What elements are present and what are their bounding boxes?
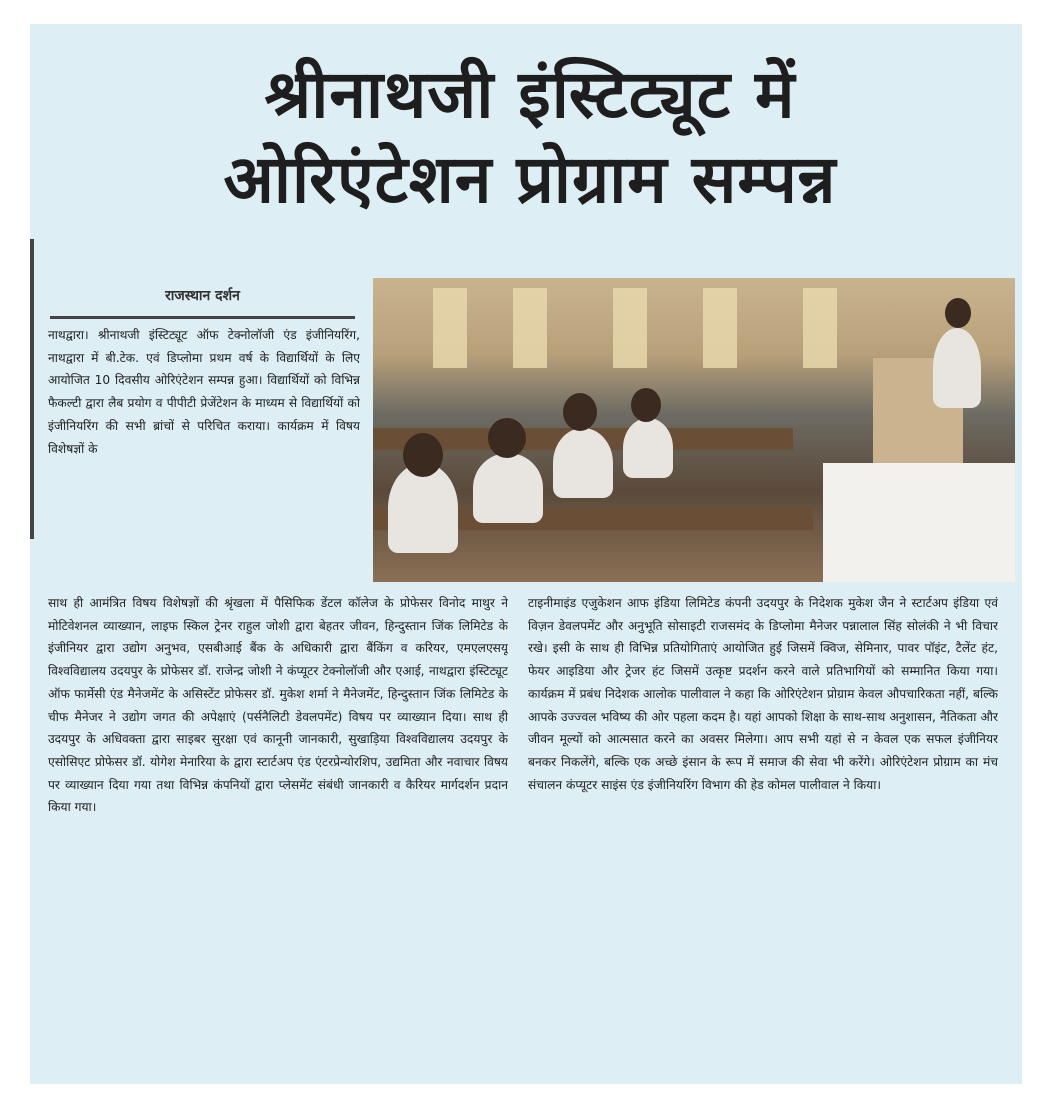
front-table bbox=[823, 463, 1015, 582]
speaker-head bbox=[945, 298, 971, 328]
window-5 bbox=[803, 288, 837, 368]
window-2 bbox=[513, 288, 547, 368]
article-text-3: टाइनीमाइंड एजुकेशन आफ इंडिया लिमिटेड कंपनी उदयपुर के निदेशक मुकेश जैन ने स्टार्टअप इंडिया एवं विज़न डेवलपमेंट और अनुभूति सोसाइटी राजसमंद के डिप्लोमा मैनेजर पन्नालाल सिंह सोलंकी ने भी विचार रखे। इसी के साथ ही विभिन्न प्रतियोगिताएं आयोजित हुई जिसमें क्विज, सेमिनार, पावर पॉइंट, टैलेंट हंट, फेयर आइडिया और ट्रेजर हंट जिसमें उत्कृष्ट प्रदर्शन करने वाले प्रतिभागियों को सम्मानित किया गया। कार्यक्रम में प्रबंध निदेशक आलोक पालीवाल ने कहा कि ओरिएंटेशन प्रोग्राम केवल औपचारिकता नहीं, बल्कि आपके उज्ज्वल भविष्य की ओर पहला कदम है। यहां आपको शिक्षा के साथ-साथ अनुशासन, नैतिकता और जीवन मूल्यों को आत्मसात करने का अवसर मिलेगा। आप सभी यहां से न केवल एक सफल इंजीनियर बनकर निकलेंगे, बल्कि एक अच्छे इंसान के रूप में समाज की सेवा भी करेंगे। ओरिएंटेशन प्रोग्राम का मंच संचालन कंप्यूटर साइंस एंड इंजीनियरिंग विभाग की हेड कोमल पालीवाल ने किया। bbox=[528, 596, 998, 792]
student-2 bbox=[473, 453, 543, 523]
byline: राजस्थान दर्शन bbox=[165, 288, 240, 304]
article-text-1: नाथद्वारा। श्रीनाथजी इंस्टिट्यूट ऑफ टेक्नोलॉजी एंड इंजीनियरिंग, नाथद्वारा में बी.टेक. एवं डिप्लोमा प्रथम वर्ष के विद्यार्थियों के लिए आयोजित 10 दिवसीय ओरिएंटेशन सम्पन्न हुआ। विद्यार्थियों को विभिन्न फैकल्टी द्वारा लैब प्रयोग व पीपीटी प्रेजेंटेशन के माध्यम से विद्यार्थियों को इंजीनियरिंग की सभी ब्रांचों से परिचित कराया। कार्यक्रम में विषय विशेषज्ञों के bbox=[48, 328, 360, 456]
classroom-photo bbox=[373, 278, 1015, 582]
article-text-2: साथ ही आमंत्रित विषय विशेषज्ञों की श्रृंखला में पैसिफिक डेंटल कॉलेज के प्रोफेसर विनोद माथुर ने मोटिवेशनल व्याख्यान, लाइफ स्किल ट्रेनर राहुल जोशी द्वारा बेहतर जीवन, हिन्दुस्तान जिंक लिमिटेड के इंजीनियर द्वारा उद्योग अनुभव, एसबीआई बैंक के अधिकारी द्वारा बैंकिंग व करियर, एमएलएसयू विश्वविद्यालय उदयपुर के प्रोफेसर डॉ. राजेन्द्र जोशी ने कंप्यूटर टेक्नोलॉजी और एआई, नाथद्वारा इंस्टिट्यूट ऑफ फार्मेसी एंड मैनेजमेंट के असिस्टेंट प्रोफेसर डॉ. मुकेश शर्मा ने मैनेजमेंट, हिन्दुस्तान जिंक लिमिटेड के चीफ मैनेजर ने उद्योग जगत की अपेक्षाएं (पर्सनैलिटी डेवलपमेंट) विषय पर व्याख्यान दिया। साथ ही उदयपुर के अधिवक्ता द्वारा साइबर सुरक्षा एवं कानूनी जानकारी, सुखाड़िया विश्वविद्यालय उदयपुर के एसोसिएट प्रोफेसर डॉ. योगेश मेनारिया के द्वारा स्टार्टअप एंड एंटरप्रेन्योरशिप, उद्यमिता और नवाचार विषय पर व्याख्यान दिया गया तथा विभिन्न कंपनियों द्वारा प्लेसमेंट संबंधी जानकारी व कैरियर मार्गदर्शन प्रदान किया गया। bbox=[48, 596, 508, 815]
newspaper-clipping bbox=[30, 24, 1022, 1084]
student-3 bbox=[553, 428, 613, 498]
headline-line-1: श्रीनाथजी इंस्टिट्यूट में bbox=[264, 56, 796, 133]
student-1-head bbox=[403, 433, 443, 477]
headline bbox=[70, 54, 990, 224]
student-4-head bbox=[631, 388, 661, 422]
student-3-head bbox=[563, 393, 597, 431]
article-column-2 bbox=[48, 592, 508, 1067]
student-2-head bbox=[488, 418, 526, 458]
student-4 bbox=[623, 418, 673, 478]
byline-rule bbox=[50, 316, 355, 319]
headline-line-2: ओरिएंटेशन प्रोग्राम सम्पन्न bbox=[223, 141, 837, 218]
window-4 bbox=[703, 288, 737, 368]
window-1 bbox=[433, 288, 467, 368]
article-column-3 bbox=[528, 592, 998, 1067]
column-divider bbox=[30, 239, 34, 539]
window-3 bbox=[613, 288, 647, 368]
speaker bbox=[933, 328, 981, 408]
article-column-1 bbox=[48, 324, 360, 584]
